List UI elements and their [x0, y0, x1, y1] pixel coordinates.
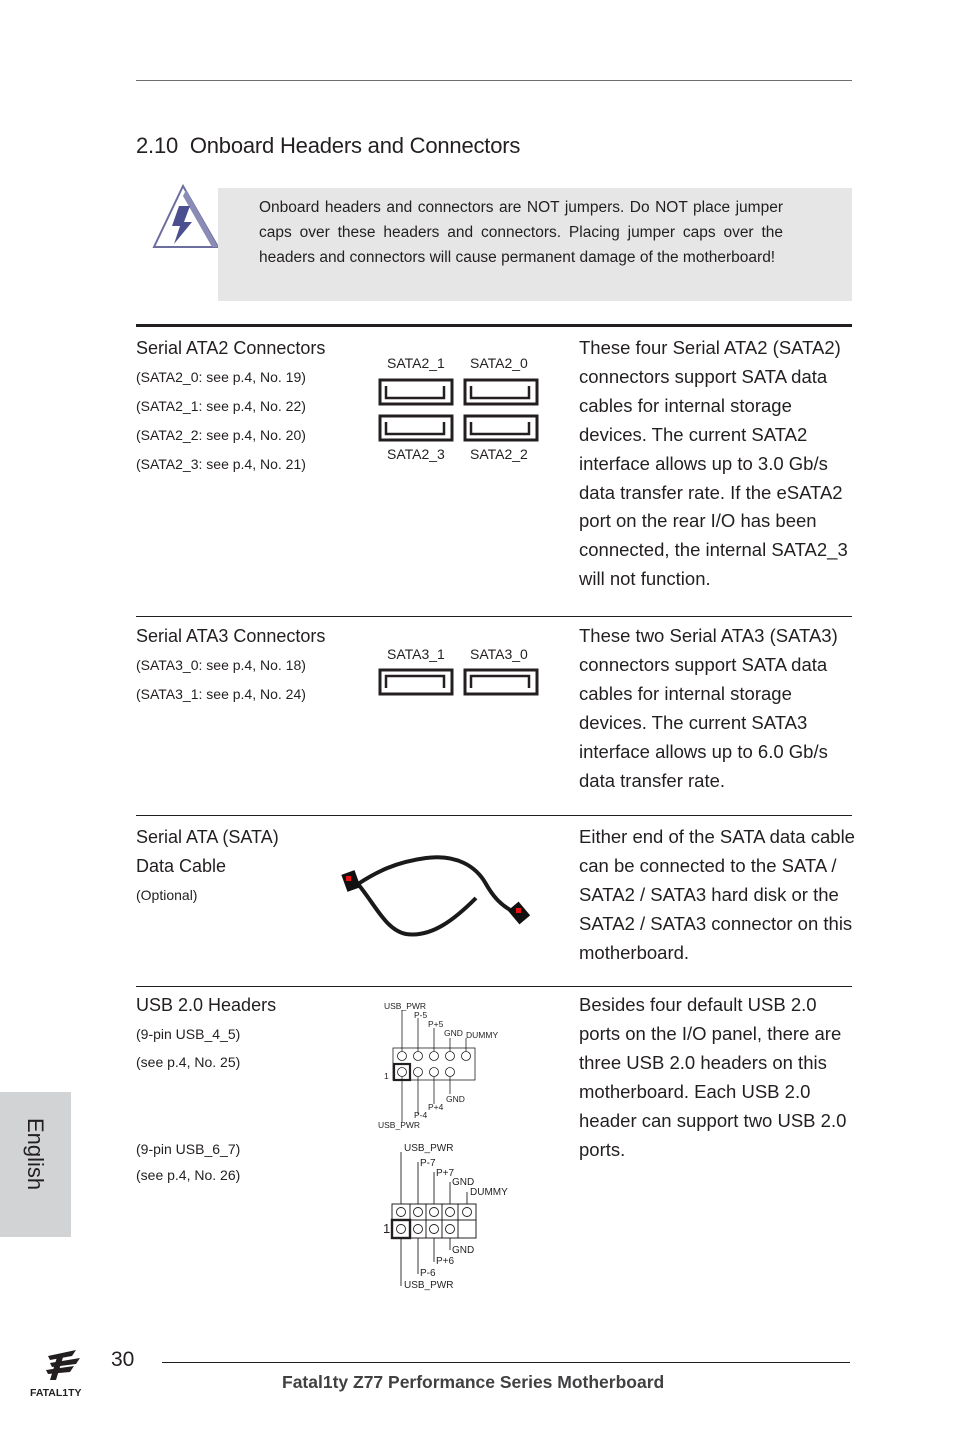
h1-p5plus: P+5	[428, 1019, 444, 1029]
sata3-sub-0: (SATA3_0: see p.4, No. 18)	[136, 657, 306, 673]
h2-usb-pwr-top: USB_PWR	[404, 1143, 454, 1154]
sata3-connector-diagram	[378, 668, 540, 696]
sata2-label-br: SATA2_2	[470, 446, 528, 462]
language-side-tab-label: English	[23, 1118, 48, 1191]
cable-title-1: Serial ATA (SATA)	[136, 827, 279, 847]
page-number: 30	[111, 1348, 135, 1371]
usb-header-2-diagram	[380, 1140, 530, 1292]
h2-p7plus: P+7	[436, 1168, 455, 1179]
row-divider-1	[136, 616, 852, 617]
warning-box	[218, 188, 852, 301]
h2-dummy: DUMMY	[470, 1187, 508, 1198]
usb-description: Besides four default USB 2.0 ports on the I/O panel, there are three USB 2.0 headers on this motherboard. Each USB 2.0 header can support two USB 2.0 ports.	[579, 994, 847, 1160]
sata2-sub-1: (SATA2_1: see p.4, No. 22)	[136, 398, 306, 414]
h1-usb-pwr-top: USB_PWR	[384, 1001, 427, 1011]
warning-bolt-icon	[150, 184, 220, 255]
usb-sub-2b: (see p.4, No. 26)	[136, 1167, 241, 1183]
top-rule	[136, 80, 852, 81]
sata-cable-image	[336, 848, 536, 944]
footer-rule	[162, 1362, 850, 1363]
logo-text: FATAL1TY	[30, 1387, 82, 1399]
sata2-sub-2: (SATA2_2: see p.4, No. 20)	[136, 427, 306, 443]
h2-pin-one: 1	[383, 1221, 391, 1236]
h2-usb-pwr-bottom: USB_PWR	[404, 1280, 454, 1291]
sata2-connector-diagram	[378, 378, 540, 442]
h2-gnd-top: GND	[452, 1177, 475, 1188]
h2-p6: P-6	[420, 1268, 436, 1279]
usb-sub-1a: (9-pin USB_4_5)	[136, 1026, 241, 1042]
sata3-label-r: SATA3_0	[470, 646, 528, 662]
sata2-sub-0: (SATA2_0: see p.4, No. 19)	[136, 369, 306, 385]
footer-title: Fatal1ty Z77 Performance Series Motherboard	[282, 1372, 665, 1392]
usb-title: USB 2.0 Headers	[136, 995, 277, 1015]
h1-p4: P-4	[414, 1110, 428, 1120]
usb-sub-1b: (see p.4, No. 25)	[136, 1054, 241, 1070]
h1-p5: P-5	[414, 1010, 428, 1020]
warning-text: Onboard headers and connectors are NOT jumpers. Do NOT place jumper caps over these headers and connectors. Placing jumper caps over the headers and connectors will cause permanent damage of the motherboard!	[259, 199, 783, 266]
sata3-sub-1: (SATA3_1: see p.4, No. 24)	[136, 686, 306, 702]
h1-gnd-top: GND	[444, 1028, 463, 1038]
sata2-sub-list	[136, 363, 306, 479]
h2-p6plus: P+6	[436, 1256, 455, 1267]
cable-title-2: Data Cable	[136, 856, 227, 876]
sata2-label-bl: SATA2_3	[387, 446, 445, 462]
h2-p7: P-7	[420, 1158, 436, 1169]
h2-gnd-bottom: GND	[452, 1245, 475, 1256]
h1-dummy: DUMMY	[466, 1030, 499, 1040]
row-divider-3	[136, 986, 852, 987]
h1-pin-one: 1	[384, 1071, 389, 1081]
section-number: 2.10	[136, 133, 179, 158]
sata2-label-tl: SATA2_1	[387, 355, 445, 371]
sata3-title: Serial ATA3 Connectors	[136, 626, 326, 646]
cable-sub: (Optional)	[136, 887, 198, 903]
usb-sub-2a: (9-pin USB_6_7)	[136, 1141, 241, 1157]
sata2-description: These four Serial ATA2 (SATA2) connectors support SATA data cables for internal storage devices. The current SATA2 interface allows up to 3.0 Gb/s data transfer rate. If the eSATA2 port on the rear I/O has been connected, the internal SATA2_3 will not function.	[579, 337, 848, 590]
h1-gnd-bottom: GND	[446, 1094, 465, 1104]
fatal1ty-logo-icon	[28, 1346, 108, 1404]
section-title	[136, 133, 520, 159]
sata2-label-tr: SATA2_0	[470, 355, 528, 371]
sata3-description: These two Serial ATA3 (SATA3) connectors support SATA data cables for internal storage devices. The current SATA3 interface allows up to 6.0 Gb/s data transfer rate.	[579, 625, 838, 791]
usb-header-1-diagram	[376, 998, 516, 1130]
row-divider-2	[136, 815, 852, 816]
sata2-sub-3: (SATA2_3: see p.4, No. 21)	[136, 456, 306, 472]
sata3-sub-list	[136, 651, 306, 709]
sata3-label-l: SATA3_1	[387, 646, 445, 662]
cable-description: Either end of the SATA data cable can be connected to the SATA / SATA2 / SATA3 hard disk or the SATA2 / SATA3 connector on this motherboard.	[579, 826, 855, 963]
table-top-rule	[136, 324, 852, 327]
h1-usb-pwr-bottom: USB_PWR	[378, 1120, 421, 1130]
sata2-title: Serial ATA2 Connectors	[136, 338, 326, 358]
h1-p4plus: P+4	[428, 1102, 444, 1112]
section-title-text: Onboard Headers and Connectors	[189, 133, 521, 158]
language-side-tab	[0, 1092, 71, 1237]
